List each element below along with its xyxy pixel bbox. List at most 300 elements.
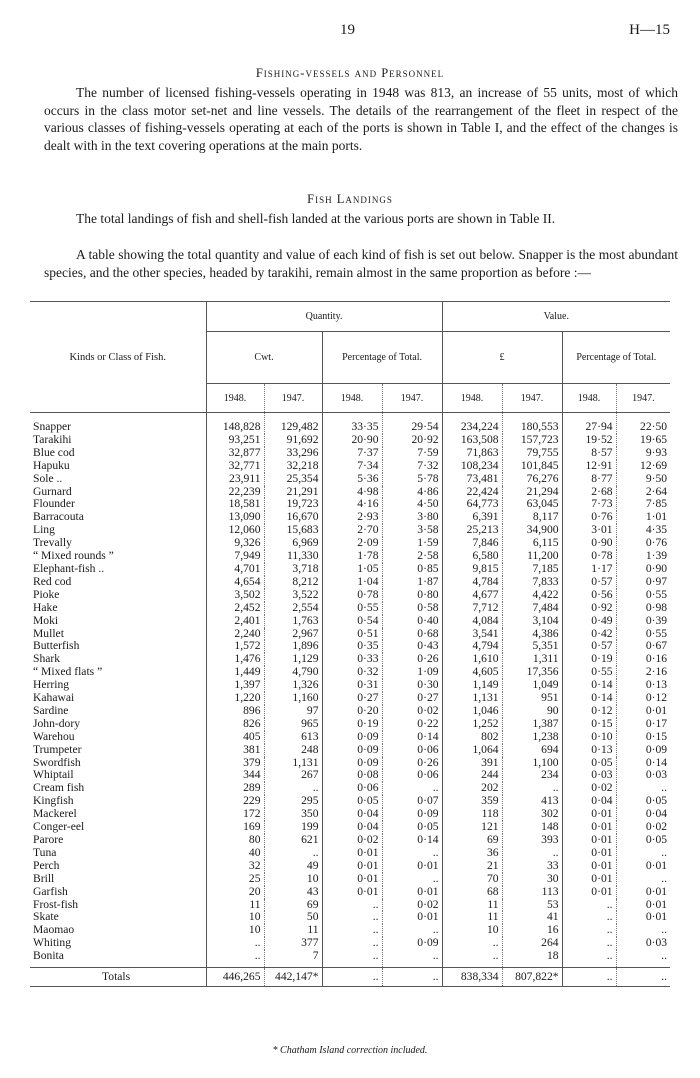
value-cell: 108,234 <box>442 460 502 473</box>
fish-kind-cell: Whiting <box>33 936 71 950</box>
value-cell: 0·55 <box>562 666 616 679</box>
value-cell: 0·03 <box>562 769 616 782</box>
value-cell: .. <box>616 950 670 967</box>
value-cell: 234 <box>502 769 562 782</box>
value-cell: 33 <box>502 860 562 873</box>
fish-kind-cell: Snapper <box>33 420 71 433</box>
value-cell: 0·01 <box>562 886 616 899</box>
value-cell: 1·78 <box>322 550 382 563</box>
value-cell: 70 <box>442 873 502 886</box>
value-cell: 1,049 <box>502 679 562 692</box>
table-row <box>30 795 670 808</box>
value-cell: 0·20 <box>322 705 382 718</box>
value-cell: .. <box>562 911 616 924</box>
table-row <box>30 769 670 782</box>
value-cell: 1,131 <box>442 692 502 705</box>
value-cell: 1,100 <box>502 757 562 770</box>
value-cell: 1·01 <box>616 511 670 524</box>
value-cell: 0·14 <box>616 757 670 770</box>
value-cell: 0·57 <box>562 576 616 589</box>
value-cell: 0·78 <box>322 589 382 602</box>
value-cell: 34,900 <box>502 524 562 537</box>
table-row <box>30 873 670 886</box>
value-cell: 11 <box>442 899 502 912</box>
value-cell: 0·58 <box>382 602 442 615</box>
value-cell: 53 <box>502 899 562 912</box>
value-cell: 8·57 <box>562 447 616 460</box>
value-cell: 802 <box>442 731 502 744</box>
totals-value: .. <box>322 968 382 987</box>
value-cell: 0·27 <box>322 692 382 705</box>
value-cell: 18 <box>502 950 562 967</box>
section-heading-landings: Fish Landings <box>307 192 393 206</box>
value-cell: 93,251 <box>206 434 264 447</box>
value-cell: 1,326 <box>264 679 322 692</box>
table-row <box>30 718 670 731</box>
value-cell: 0·09 <box>382 808 442 821</box>
value-cell: 73,481 <box>442 473 502 486</box>
value-cell: 1,160 <box>264 692 322 705</box>
year-header: 1948. <box>442 384 502 413</box>
value-cell: 0·01 <box>616 860 670 873</box>
value-cell: 7,949 <box>206 550 264 563</box>
fish-kind-cell: Barracouta <box>33 510 84 524</box>
value-cell: 0·55 <box>616 628 670 641</box>
table-row <box>30 498 670 511</box>
value-cell: 10 <box>206 924 264 937</box>
table-row <box>30 628 670 641</box>
table-row <box>30 937 670 950</box>
value-cell: 0·01 <box>616 911 670 924</box>
value-cell: .. <box>616 782 670 795</box>
fish-kind-cell: Flounder <box>33 497 75 511</box>
value-cell: 21,294 <box>502 486 562 499</box>
value-cell: 896 <box>206 705 264 718</box>
value-cell: 91,692 <box>264 434 322 447</box>
value-cell: 234,224 <box>442 413 502 434</box>
value-cell: 613 <box>264 731 322 744</box>
value-cell: 16,670 <box>264 511 322 524</box>
value-cell: 0·06 <box>382 744 442 757</box>
value-cell: 129,482 <box>264 413 322 434</box>
fish-kind-cell: Red cod <box>33 574 72 588</box>
value-cell: 244 <box>442 769 502 782</box>
value-cell: 80 <box>206 834 264 847</box>
fish-kind-cell: Tarakihi <box>33 432 72 446</box>
value-cell: 10 <box>206 911 264 924</box>
table-body <box>30 413 670 987</box>
fish-kind-cell: Bonita <box>33 949 64 963</box>
value-cell: 0·09 <box>322 757 382 770</box>
fish-kind-cell: Swordfish <box>33 755 81 769</box>
value-cell: 29·54 <box>382 413 442 434</box>
value-cell: 25,354 <box>264 473 322 486</box>
value-cell: .. <box>322 911 382 924</box>
value-cell: 6,391 <box>442 511 502 524</box>
value-cell: 2·09 <box>322 537 382 550</box>
fish-kind-cell: Ling <box>33 523 55 537</box>
table-row <box>30 511 670 524</box>
value-cell: 97 <box>264 705 322 718</box>
paragraph-landings-1: The total landings of fish and shell-fish landed at the various ports are shown in Table II. <box>76 211 556 226</box>
value-cell: 0·03 <box>616 769 670 782</box>
value-cell: 7·85 <box>616 498 670 511</box>
fish-kind-cell: Frost-fish <box>33 897 79 911</box>
value-cell: 11,200 <box>502 550 562 563</box>
totals-value: 442,147* <box>264 968 322 987</box>
value-cell: 32,771 <box>206 460 264 473</box>
value-cell: 1,252 <box>442 718 502 731</box>
fish-kind-cell: Conger-eel <box>33 820 85 834</box>
value-cell: 1·59 <box>382 537 442 550</box>
table-row <box>30 537 670 550</box>
value-cell: 4,084 <box>442 615 502 628</box>
value-cell: 2,967 <box>264 628 322 641</box>
value-cell: 20·90 <box>322 434 382 447</box>
year-header: 1947. <box>382 384 442 413</box>
value-cell: 1,238 <box>502 731 562 744</box>
value-cell: 0·76 <box>562 511 616 524</box>
fish-kind-cell: Blue cod <box>33 445 75 459</box>
value-cell: 1,896 <box>264 640 322 653</box>
table-row <box>30 413 670 434</box>
value-cell: 0·01 <box>322 886 382 899</box>
value-cell: 4·50 <box>382 498 442 511</box>
value-cell: 30 <box>502 873 562 886</box>
value-cell: 2,554 <box>264 602 322 615</box>
value-cell: 7·34 <box>322 460 382 473</box>
value-cell: 0·09 <box>382 937 442 950</box>
value-cell: 2·68 <box>562 486 616 499</box>
fish-kind-cell: Hapuku <box>33 458 70 472</box>
value-cell: 0·04 <box>322 821 382 834</box>
table-row <box>30 602 670 615</box>
value-cell: 0·30 <box>382 679 442 692</box>
value-cell: 43 <box>264 886 322 899</box>
value-cell: 391 <box>442 757 502 770</box>
value-cell: 2,401 <box>206 615 264 628</box>
value-cell: 377 <box>264 937 322 950</box>
value-cell: 25 <box>206 873 264 886</box>
value-cell: 1,131 <box>264 757 322 770</box>
value-cell: 0·01 <box>382 886 442 899</box>
value-cell: 0·97 <box>616 576 670 589</box>
value-cell: .. <box>562 950 616 967</box>
value-cell: 0·01 <box>616 705 670 718</box>
fish-kind-cell: Warehou <box>33 729 75 743</box>
value-cell: 0·35 <box>322 640 382 653</box>
table-row <box>30 589 670 602</box>
table-row <box>30 705 670 718</box>
value-cell: .. <box>382 924 442 937</box>
value-cell: 0·33 <box>322 653 382 666</box>
value-cell: 121 <box>442 821 502 834</box>
value-cell: 4,701 <box>206 563 264 576</box>
value-cell: 9,815 <box>442 563 502 576</box>
value-cell: 4,790 <box>264 666 322 679</box>
value-cell: 4·86 <box>382 486 442 499</box>
value-cell: 0·01 <box>562 834 616 847</box>
fish-kind-cell: Mullet <box>33 626 64 640</box>
value-cell: 22,424 <box>442 486 502 499</box>
value-cell: 2,452 <box>206 602 264 615</box>
value-cell: 20·92 <box>382 434 442 447</box>
column-header-kinds: Kinds or Class of Fish. <box>30 302 206 413</box>
value-cell: 2·70 <box>322 524 382 537</box>
value-cell: 50 <box>264 911 322 924</box>
value-cell: 7,712 <box>442 602 502 615</box>
value-cell: 0·16 <box>616 653 670 666</box>
fish-kind-cell: Brill <box>33 871 55 885</box>
value-cell: 7 <box>264 950 322 967</box>
value-cell: 0·67 <box>616 640 670 653</box>
value-cell: 0·49 <box>562 615 616 628</box>
value-cell: 0·03 <box>616 937 670 950</box>
value-cell: 13,090 <box>206 511 264 524</box>
value-cell: 1,610 <box>442 653 502 666</box>
value-cell: 1,397 <box>206 679 264 692</box>
value-cell: 40 <box>206 847 264 860</box>
value-cell: 344 <box>206 769 264 782</box>
section-heading-vessels: Fishing-vessels and Personnel <box>255 66 445 80</box>
value-cell: 393 <box>502 834 562 847</box>
table-row <box>30 524 670 537</box>
value-cell: 1,046 <box>442 705 502 718</box>
table-row <box>30 692 670 705</box>
value-cell: 0·15 <box>562 718 616 731</box>
value-cell: 11 <box>264 924 322 937</box>
value-cell: 0·01 <box>616 886 670 899</box>
value-cell: 33,296 <box>264 447 322 460</box>
value-cell: 1·17 <box>562 563 616 576</box>
value-cell: 0·05 <box>616 795 670 808</box>
fish-kind-cell: Shark <box>33 652 61 666</box>
table-row <box>30 550 670 563</box>
value-cell: .. <box>382 950 442 967</box>
totals-value: 807,822* <box>502 968 562 987</box>
value-cell: 0·01 <box>322 873 382 886</box>
value-cell: 405 <box>206 731 264 744</box>
value-cell: 0·01 <box>562 821 616 834</box>
column-header-pounds: £ <box>442 332 562 384</box>
value-cell: 22·50 <box>616 413 670 434</box>
value-cell: 5·78 <box>382 473 442 486</box>
value-cell: 0·02 <box>382 705 442 718</box>
value-cell: 0·01 <box>382 911 442 924</box>
value-cell: 25,213 <box>442 524 502 537</box>
value-cell: 1·39 <box>616 550 670 563</box>
fish-kind-cell: Mackerel <box>33 807 77 821</box>
value-cell: .. <box>322 924 382 937</box>
value-cell: 163,508 <box>442 434 502 447</box>
value-cell: 101,845 <box>502 460 562 473</box>
value-cell: 0·02 <box>562 782 616 795</box>
value-cell: 0·12 <box>562 705 616 718</box>
value-cell: 0·01 <box>562 873 616 886</box>
value-cell: 0·17 <box>616 718 670 731</box>
year-header: 1948. <box>562 384 616 413</box>
value-cell: 12,060 <box>206 524 264 537</box>
value-cell: 0·09 <box>322 744 382 757</box>
value-cell: 0·80 <box>382 589 442 602</box>
value-cell: 1·09 <box>382 666 442 679</box>
table-row <box>30 821 670 834</box>
table-row <box>30 679 670 692</box>
value-cell: 4,386 <box>502 628 562 641</box>
value-cell: 0·05 <box>322 795 382 808</box>
value-cell: 15,683 <box>264 524 322 537</box>
table-row <box>30 615 670 628</box>
value-cell: 0·01 <box>382 860 442 873</box>
value-cell: 12·91 <box>562 460 616 473</box>
value-cell: 0·05 <box>616 834 670 847</box>
value-cell: 0·13 <box>562 744 616 757</box>
value-cell: 2,240 <box>206 628 264 641</box>
value-cell: 32 <box>206 860 264 873</box>
table-row <box>30 563 670 576</box>
value-cell: 0·09 <box>616 744 670 757</box>
value-cell: 3,104 <box>502 615 562 628</box>
value-cell: .. <box>322 899 382 912</box>
value-cell: .. <box>562 924 616 937</box>
value-cell: 621 <box>264 834 322 847</box>
value-cell: 4,784 <box>442 576 502 589</box>
value-cell: 20 <box>206 886 264 899</box>
value-cell: 4,677 <box>442 589 502 602</box>
value-cell: 289 <box>206 782 264 795</box>
value-cell: 0·39 <box>616 615 670 628</box>
value-cell: .. <box>616 847 670 860</box>
value-cell: 0·55 <box>616 589 670 602</box>
value-cell: 0·05 <box>382 821 442 834</box>
value-cell: .. <box>206 937 264 950</box>
value-cell: 1,476 <box>206 653 264 666</box>
fish-kind-cell: “ Mixed rounds ” <box>33 549 114 563</box>
column-group-quantity: Quantity. <box>206 302 442 332</box>
table-row <box>30 899 670 912</box>
table-row <box>30 731 670 744</box>
value-cell: 2·58 <box>382 550 442 563</box>
value-cell: 10 <box>442 924 502 937</box>
value-cell: 1,449 <box>206 666 264 679</box>
fish-kind-cell: Elephant-fish .. <box>33 561 105 575</box>
value-cell: 23,911 <box>206 473 264 486</box>
value-cell: 113 <box>502 886 562 899</box>
totals-value: 838,334 <box>442 968 502 987</box>
table-row <box>30 434 670 447</box>
value-cell: 0·14 <box>562 679 616 692</box>
value-cell: 1·87 <box>382 576 442 589</box>
value-cell: 4,605 <box>442 666 502 679</box>
value-cell: 7,833 <box>502 576 562 589</box>
value-cell: 199 <box>264 821 322 834</box>
value-cell: 148,828 <box>206 413 264 434</box>
value-cell: 2·16 <box>616 666 670 679</box>
value-cell: 169 <box>206 821 264 834</box>
value-cell: 172 <box>206 808 264 821</box>
value-cell: 69 <box>442 834 502 847</box>
value-cell: 0·31 <box>322 679 382 692</box>
value-cell: 8,212 <box>264 576 322 589</box>
table-row <box>30 666 670 679</box>
value-cell: 381 <box>206 744 264 757</box>
value-cell: 0·01 <box>562 808 616 821</box>
value-cell: 0·22 <box>382 718 442 731</box>
column-header-cwt: Cwt. <box>206 332 322 384</box>
fish-kind-cell: John-dory <box>33 716 81 730</box>
value-cell: 1,763 <box>264 615 322 628</box>
value-cell: 0·54 <box>322 615 382 628</box>
value-cell: 1,572 <box>206 640 264 653</box>
value-cell: 413 <box>502 795 562 808</box>
value-cell: 229 <box>206 795 264 808</box>
value-cell: 302 <box>502 808 562 821</box>
table-row <box>30 576 670 589</box>
fish-kind-cell: Gurnard <box>33 484 72 498</box>
value-cell: 19·65 <box>616 434 670 447</box>
value-cell: 0·10 <box>562 731 616 744</box>
value-cell: 9,326 <box>206 537 264 550</box>
year-header: 1948. <box>322 384 382 413</box>
value-cell: 17,356 <box>502 666 562 679</box>
value-cell: 180,553 <box>502 413 562 434</box>
value-cell: 0·26 <box>382 757 442 770</box>
value-cell: 248 <box>264 744 322 757</box>
value-cell: 0·40 <box>382 615 442 628</box>
table-row <box>30 924 670 937</box>
value-cell: 0·06 <box>322 782 382 795</box>
value-cell: 11,330 <box>264 550 322 563</box>
value-cell: 0·98 <box>616 602 670 615</box>
value-cell: 3,522 <box>264 589 322 602</box>
value-cell: 90 <box>502 705 562 718</box>
fish-kind-cell: Maomao <box>33 923 75 937</box>
value-cell: 18,581 <box>206 498 264 511</box>
value-cell: .. <box>322 937 382 950</box>
value-cell: 0·43 <box>382 640 442 653</box>
table-row <box>30 473 670 486</box>
value-cell: 951 <box>502 692 562 705</box>
value-cell: 7·32 <box>382 460 442 473</box>
value-cell: 3·80 <box>382 511 442 524</box>
value-cell: .. <box>562 899 616 912</box>
value-cell: 826 <box>206 718 264 731</box>
value-cell: 76,276 <box>502 473 562 486</box>
value-cell: 0·26 <box>382 653 442 666</box>
value-cell: 0·04 <box>322 808 382 821</box>
fish-kind-cell: Pioke <box>33 587 60 601</box>
value-cell: 71,863 <box>442 447 502 460</box>
fish-kind-cell: Moki <box>33 613 59 627</box>
value-cell: 8·77 <box>562 473 616 486</box>
value-cell: 0·01 <box>322 847 382 860</box>
value-cell: 0·02 <box>382 899 442 912</box>
value-cell: 0·90 <box>616 563 670 576</box>
value-cell: 0·15 <box>616 731 670 744</box>
value-cell: 0·08 <box>322 769 382 782</box>
value-cell: 33·35 <box>322 413 382 434</box>
value-cell: 69 <box>264 899 322 912</box>
value-cell: 3,541 <box>442 628 502 641</box>
value-cell: 7,185 <box>502 563 562 576</box>
value-cell: 202 <box>442 782 502 795</box>
value-cell: 0·04 <box>616 808 670 821</box>
value-cell: 7·37 <box>322 447 382 460</box>
value-cell: 5·36 <box>322 473 382 486</box>
value-cell: 694 <box>502 744 562 757</box>
value-cell: .. <box>382 873 442 886</box>
table-row <box>30 950 670 967</box>
